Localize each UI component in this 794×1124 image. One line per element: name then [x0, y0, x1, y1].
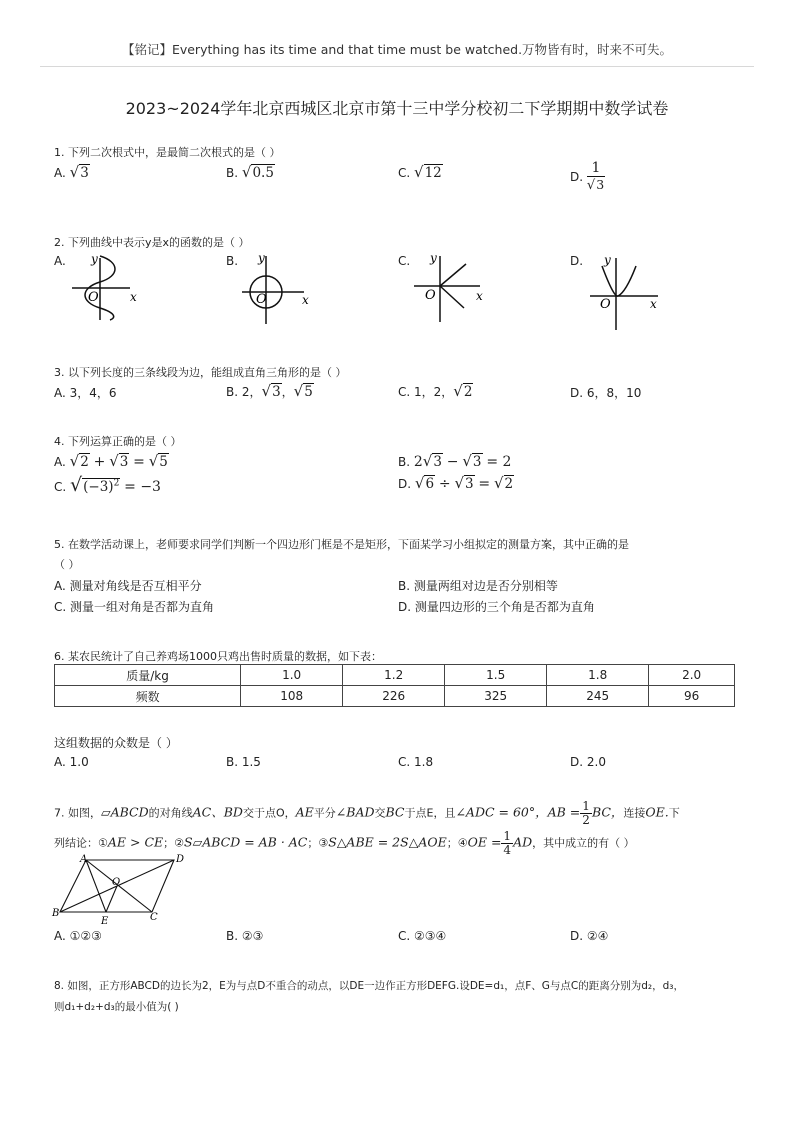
q4-c-inner [82, 478, 120, 495]
q1-option-a [54, 163, 90, 181]
q7-math: S△ABE = 2S△AOE [328, 834, 447, 850]
sqrt-icon: √ [586, 178, 596, 193]
q7-text: 平分 [313, 806, 336, 820]
point-b-label: B [52, 908, 60, 919]
minus-sign: − [446, 454, 459, 470]
sqrt-icon: √ [414, 474, 425, 492]
q1-c-radicand: 12 [424, 165, 442, 181]
q4-d-r3: 2 [504, 476, 514, 492]
y-label: y [430, 251, 437, 265]
q4-c-exponent: 2 [113, 478, 120, 489]
q3-b-radicand-2: 5 [304, 384, 313, 400]
q7-option-b: B. ②③ [226, 929, 264, 943]
q1-option-b [226, 163, 275, 181]
q2-graph-b [236, 248, 326, 326]
q7-text: 7. 如图， [54, 806, 101, 820]
q7-math: AC、BD [192, 804, 243, 820]
table-cell: 96 [649, 686, 735, 707]
sqrt-icon: √ [261, 382, 272, 400]
q7-math: AB = [547, 804, 581, 820]
origin-label: O [256, 292, 267, 307]
q3-c-radicand: 2 [463, 384, 473, 400]
q7-text: ；② [163, 836, 185, 850]
q4-c-result: = −3 [124, 479, 161, 495]
table-cell: 325 [445, 686, 547, 707]
q4-d-r1: 6 [425, 476, 435, 492]
x-label: x [476, 289, 483, 303]
q1-stem: 1. 下列二次根式中，是最简二次根式的是（ ） [54, 146, 281, 159]
q2-graph-c [410, 248, 500, 326]
q3-stem: 3. 以下列长度的三条线段为边，能组成直角三角形的是（ ） [54, 366, 347, 379]
q4-b-r1: 3 [433, 454, 442, 470]
q7-text: ，其中成立的有（ ） [532, 836, 635, 850]
q8-line-2: 则d₁+d₂+d₃的最小值为( ) [54, 1001, 179, 1013]
divide-sign: ÷ [438, 476, 451, 492]
q3-option-b [226, 382, 314, 400]
q7-fraction [501, 830, 513, 857]
sqrt-icon: √ [69, 452, 80, 470]
q7-math: OE. [645, 804, 669, 820]
table-cell: 频数 [55, 686, 241, 707]
equals-sign: = [478, 476, 491, 492]
q7-parallelogram-figure [50, 852, 185, 928]
q4-b-result: = 2 [486, 454, 512, 470]
v-curve [602, 266, 636, 296]
y-label: y [258, 251, 265, 265]
q4-b-coef: 2 [413, 454, 423, 470]
q7-math: BC [385, 804, 405, 820]
q4-option-a [54, 452, 169, 470]
table-cell: 1.5 [445, 665, 547, 686]
q4-option-d [398, 474, 514, 492]
q7-option-a: A. ①②③ [54, 929, 102, 943]
table-cell: 2.0 [649, 665, 735, 686]
q2-b-label: B. [226, 254, 239, 268]
q7-math: OE = [467, 834, 502, 850]
sqrt-icon: √ [293, 382, 304, 400]
table-row [55, 686, 735, 707]
q3-option-a: A. 3，4，6 [54, 386, 117, 400]
q3-option-c [398, 382, 473, 400]
table-cell: 1.0 [241, 665, 343, 686]
point-a-label: A [80, 854, 88, 865]
q1-a-label: A. [54, 166, 66, 180]
q6-option-a: A. 1.0 [54, 755, 89, 769]
q7-line-1 [54, 800, 680, 827]
table-cell: 1.2 [343, 665, 445, 686]
q5-stem: 5. 在数学活动课上，老师要求同学们判断一个四边形门框是不是矩形，下面某学习小组拟定的测量方案，其中正确的是 [54, 538, 629, 551]
ray-down [440, 286, 464, 308]
table-cell: 1.8 [547, 665, 649, 686]
q3-option-d: D. 6，8，10 [570, 386, 642, 400]
q4-b-r2: 3 [472, 454, 482, 470]
plus-sign: + [93, 454, 106, 470]
q4-a-r1: 2 [80, 454, 89, 470]
q4-c-label: C. [54, 480, 67, 494]
x-label: x [130, 290, 137, 304]
x-label: x [650, 297, 657, 311]
q5-option-d: D. 测量四边形的三个角是否都为直角 [398, 600, 595, 614]
point-o-label: O [112, 877, 121, 888]
q8-line-1: 8. 如图，正方形ABCD的边长为2，E为与点D不重合的动点，以DE一边作正方形DEFG.设DE=d₁，点F、G与点C的距离分别为d₂，d₃， [54, 980, 684, 992]
q7-text: 交于点O， [242, 806, 296, 820]
q7-option-d: D. ②④ [570, 929, 609, 943]
q4-option-c [54, 474, 161, 496]
q6-ask: 这组数据的众数是（ ） [54, 736, 178, 750]
y-label: y [604, 253, 611, 267]
q7-math: ▱ABCD [101, 804, 149, 820]
q4-a-label: A. [54, 455, 66, 469]
q4-d-label: D. [398, 477, 412, 491]
y-label: y [91, 252, 98, 266]
q5-option-a: A. 测量对角线是否互相平分 [54, 579, 202, 593]
q4-c-base: (−3) [83, 479, 114, 495]
page-title: 2023~2024学年北京西城区北京市第十三中学分校初二下学期期中数学试卷 [125, 99, 669, 118]
x-label: x [302, 293, 309, 307]
q3-b-prefix: B. 2， [226, 385, 262, 399]
point-c-label: C [150, 912, 158, 923]
q1-d-numerator: 1 [587, 160, 605, 177]
q2-d-label: D. [570, 254, 584, 268]
q5-option-c: C. 测量一组对角是否都为直角 [54, 600, 215, 614]
q6-option-d: D. 2.0 [570, 755, 606, 769]
q6-option-b: B. 1.5 [226, 755, 261, 769]
sqrt-icon: √ [462, 452, 472, 470]
origin-label: O [88, 290, 99, 305]
q6-frequency-table [54, 664, 735, 707]
sqrt-icon: √ [493, 474, 504, 492]
q7-math: ∠ADC = 60°， [455, 804, 548, 820]
q7-option-c: C. ②③④ [398, 929, 447, 943]
q1-c-label: C. [398, 166, 411, 180]
q7-math: S▱ABCD = AB · AC [184, 834, 308, 850]
q7-text: ；③ [307, 836, 329, 850]
numerator: 1 [503, 829, 512, 843]
q1-d-radicand: 3 [596, 177, 605, 192]
point-e-label: E [101, 916, 109, 927]
q7-text: ；④ [446, 836, 468, 850]
q7-math: AE [295, 804, 314, 820]
q4-b-label: B. [398, 455, 411, 469]
q6-option-c: C. 1.8 [398, 755, 434, 769]
sqrt-icon: √ [422, 452, 433, 470]
sqrt-icon: √ [414, 163, 424, 181]
q6-stem: 6. 某农民统计了自己养鸡场1000只鸡出售时质量的数据，如下表： [54, 650, 382, 663]
table-row [55, 665, 735, 686]
page-motto: 【铭记】Everything has its time and that time must be watched.万物皆有时，时来不可失。 [121, 42, 673, 57]
q2-c-label: C. [398, 254, 411, 268]
denominator: 2 [582, 813, 590, 827]
ray-up [440, 264, 466, 286]
sqrt-icon: √ [148, 452, 159, 470]
q7-math: BC， [591, 804, 624, 820]
q3-b-radicand-1: 3 [272, 384, 281, 400]
q5-stem-2: （ ） [54, 558, 80, 571]
table-cell: 226 [343, 686, 445, 707]
q2-graph-d [582, 248, 672, 332]
q7-math: ∠BAD [335, 804, 375, 820]
sqrt-icon: √ [69, 163, 80, 181]
table-cell: 108 [241, 686, 343, 707]
q2-a-label: A. [54, 254, 66, 268]
sqrt-icon: √ [70, 474, 83, 496]
q1-d-label: D. [570, 169, 584, 184]
q7-math: AD [513, 834, 533, 850]
q4-stem: 4. 下列运算正确的是（ ） [54, 435, 182, 448]
q2-graph-a [64, 250, 154, 322]
sqrt-icon: √ [454, 474, 464, 492]
header-divider [40, 66, 754, 67]
q1-b-label: B. [226, 166, 239, 180]
q7-text: 交 [374, 806, 386, 820]
numerator: 1 [582, 799, 590, 813]
origin-label: O [425, 288, 436, 303]
q1-d-fraction [587, 160, 605, 193]
table-cell: 245 [547, 686, 649, 707]
point-d-label: D [176, 854, 185, 865]
equals-sign: = [133, 454, 145, 470]
q3-c-prefix: C. 1，2， [398, 385, 454, 399]
table-cell: 质量/kg [55, 665, 241, 686]
q1-option-c [398, 163, 443, 181]
q7-text: 于点E，且 [404, 806, 456, 820]
q7-math: AE > CE [107, 834, 164, 850]
q1-a-radicand: 3 [80, 165, 89, 181]
q1-b-radicand: 0.5 [252, 165, 274, 181]
q7-text: 下 [668, 806, 680, 820]
origin-label: O [600, 297, 611, 312]
q7-text: 列结论：① [54, 836, 108, 850]
sqrt-icon: √ [241, 163, 252, 181]
q4-d-r2: 3 [465, 476, 474, 492]
q4-option-b [398, 452, 511, 470]
sqrt-icon: √ [109, 452, 119, 470]
q7-text: 连接 [623, 806, 646, 820]
denominator: 4 [503, 843, 512, 857]
sqrt-icon: √ [453, 382, 463, 400]
q5-option-b: B. 测量两组对边是否分别相等 [398, 579, 558, 593]
q1-option-d [570, 160, 605, 193]
q4-a-r2: 3 [119, 454, 129, 470]
q4-a-r3: 5 [159, 454, 168, 470]
q7-text: 的对角线 [148, 806, 193, 820]
q2-stem: 2. 下列曲线中表示y是x的函数的是（ ） [54, 236, 250, 249]
q3-b-comma: ， [281, 385, 294, 399]
q7-fraction [580, 800, 592, 827]
